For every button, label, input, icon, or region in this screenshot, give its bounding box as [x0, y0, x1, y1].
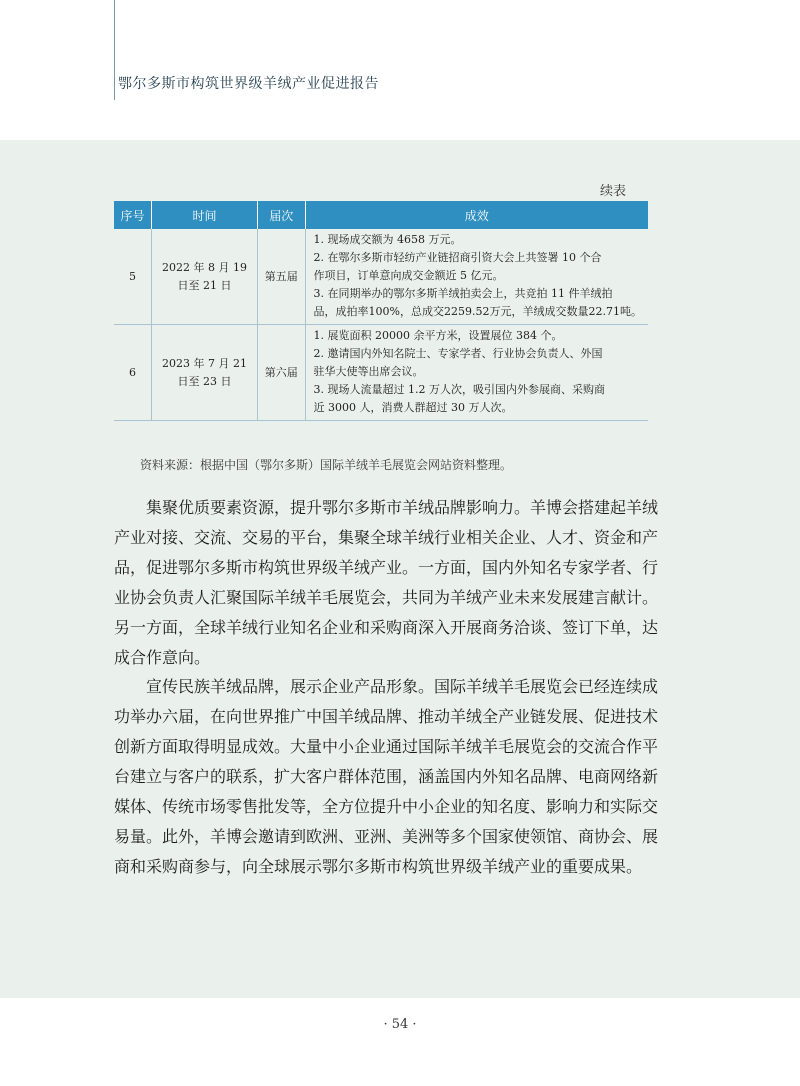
col-header-results: 成效	[305, 201, 648, 229]
result-line: 驻华大使等出席会议。	[313, 365, 424, 378]
row-session: 第五届	[258, 229, 306, 325]
header-rule	[114, 0, 115, 100]
result-line: 3. 在同期举办的鄂尔多斯羊绒拍卖会上，共竞拍 11 件羊绒拍	[313, 287, 613, 300]
body-paragraph: 宣传民族羊绒品牌，展示企业产品形象。国际羊绒羊毛展览会已经连续成功举办六届，在向世界推广中国羊绒品牌、推动羊绒全产业链发展、促进技术创新方面取得明显成效。大量中小企业通过国际羊绒羊毛展览会的交流合作平台建立与客户的联系，扩大客户群体范围，涵盖国内外知名品牌、电商网络新媒体、传统市场零售批发等，全方位提升中小企业的知名度、影响力和实际交易量。此外，羊博会邀请到欧洲、亚洲、美洲等多个国家使领馆、商协会、展商和采购商参与，向全球展示鄂尔多斯市构筑世界级羊绒产业的重要成果。	[114, 677, 659, 876]
row-date-line: 2022 年 8 月 19	[162, 260, 248, 274]
col-header-no: 序号	[114, 201, 152, 229]
table-row	[114, 325, 648, 421]
row-date-line: 日至 23 日	[177, 374, 232, 388]
table-source-note: 资料来源：根据中国（鄂尔多斯）国际羊绒羊毛展览会网站资料整理。	[140, 458, 513, 472]
row-number: 6	[114, 325, 152, 421]
result-line: 作项目，订单意向成交金额近 5 亿元。	[313, 269, 504, 282]
col-header-time: 时间	[152, 201, 258, 229]
results-table	[114, 201, 648, 421]
table-header-row	[114, 201, 648, 229]
row-results	[305, 229, 648, 325]
result-line: 1. 现场成交额为 4658 万元。	[313, 233, 462, 246]
row-date	[152, 325, 258, 421]
row-date	[152, 229, 258, 325]
result-line: 2. 在鄂尔多斯市轻纺产业链招商引资大会上共签署 10 个合	[313, 251, 602, 264]
result-line: 1. 展览面积 20000 余平方米，设置展位 384 个。	[313, 329, 563, 342]
body-text	[114, 493, 662, 882]
row-date-line: 日至 21 日	[177, 278, 232, 292]
result-line: 近 3000 人，消费人群超过 30 万人次。	[313, 401, 513, 414]
result-line: 2. 邀请国内外知名院士、专家学者、行业协会负责人、外国	[313, 347, 603, 360]
body-paragraph: 集聚优质要素资源，提升鄂尔多斯市羊绒品牌影响力。羊博会搭建起羊绒产业对接、交流、交易的平台，集聚全球羊绒行业相关企业、人才、资金和产品，促进鄂尔多斯市构筑世界级羊绒产业。一方面，国内外知名专家学者、行业协会负责人汇聚国际羊绒羊毛展览会，共同为羊绒产业未来发展建言献计。另一方面，全球羊绒行业知名企业和采购商深入开展商务洽谈、签订下单，达成合作意向。	[114, 498, 659, 667]
table-continuation-label: 续表	[600, 184, 627, 199]
row-results	[305, 325, 648, 421]
running-title: 鄂尔多斯市构筑世界级羊绒产业促进报告	[118, 76, 379, 92]
result-line: 品，成拍率100%，总成交2259.52万元，羊绒成交数量22.71吨。	[313, 305, 642, 318]
table-row	[114, 229, 648, 325]
page-number: · 54 ·	[383, 1017, 417, 1032]
row-date-line: 2023 年 7 月 21	[162, 356, 248, 370]
row-session: 第六届	[258, 325, 306, 421]
col-header-session: 届次	[258, 201, 306, 229]
row-number: 5	[114, 229, 152, 325]
result-line: 3. 现场人流量超过 1.2 万人次，吸引国内外参展商、采购商	[313, 383, 606, 396]
